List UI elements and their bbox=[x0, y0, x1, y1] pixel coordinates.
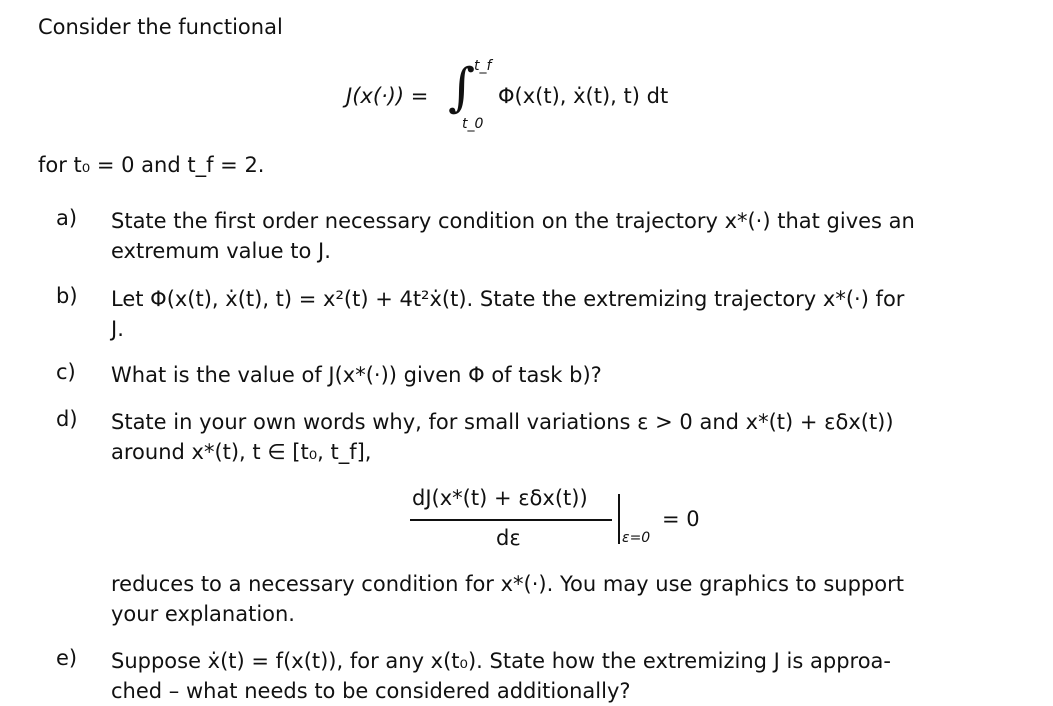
task-line: ched – what needs to be considered additionally? bbox=[111, 679, 631, 703]
fraction-numerator: dJ(x*(t) + εδx(t)) bbox=[412, 486, 588, 510]
task-line: Let Φ(x(t), ẋ(t), t) = x²(t) + 4t²ẋ(t). State the extremizing trajectory x*(·) for bbox=[111, 287, 905, 311]
task-line: J. bbox=[111, 317, 124, 341]
integrand: Φ(x(t), ẋ(t), t) dt bbox=[498, 84, 669, 108]
task-line: extremum value to J. bbox=[111, 239, 331, 263]
functional-lhs: J(x(·)) = bbox=[346, 84, 429, 108]
task-line: reduces to a necessary condition for x*(·). You may use graphics to support bbox=[111, 572, 904, 596]
task-label: d) bbox=[56, 407, 78, 431]
task-line: Suppose ẋ(t) = f(x(t)), for any x(t₀). State how the extremizing J is approa- bbox=[111, 649, 891, 673]
task-text bbox=[111, 284, 904, 344]
intro-text: Consider the functional bbox=[38, 15, 283, 39]
task-text bbox=[111, 407, 894, 467]
task-label: e) bbox=[56, 646, 78, 670]
task-text bbox=[111, 646, 891, 706]
fraction-denominator: dε bbox=[496, 526, 521, 550]
task-text bbox=[111, 360, 602, 390]
bounds-sentence: for t₀ = 0 and t_f = 2. bbox=[38, 153, 265, 177]
evaluation-point: ε=0 bbox=[622, 530, 651, 546]
integral-lower-limit: t_0 bbox=[462, 116, 484, 132]
fraction-bar bbox=[410, 519, 612, 521]
task-line: State in your own words why, for small variations ε > 0 and x*(t) + εδx(t)) bbox=[111, 410, 894, 434]
task-line: around x*(t), t ∈ [t₀, t_f], bbox=[111, 440, 372, 464]
task-line: State the first order necessary condition on the trajectory x*(·) that gives an bbox=[111, 209, 915, 233]
task-label: c) bbox=[56, 360, 76, 384]
integral-sign: ∫ bbox=[448, 58, 476, 118]
task-text bbox=[111, 206, 915, 266]
evaluation-bar bbox=[618, 494, 620, 544]
task-label: a) bbox=[56, 206, 78, 230]
task-line: your explanation. bbox=[111, 602, 295, 626]
task-label: b) bbox=[56, 284, 78, 308]
equation-rhs: = 0 bbox=[662, 507, 700, 531]
integral-upper-limit: t_f bbox=[474, 58, 492, 74]
task-line: What is the value of J(x*(·)) given Φ of task b)? bbox=[111, 363, 602, 387]
task-text-continued bbox=[111, 569, 904, 629]
